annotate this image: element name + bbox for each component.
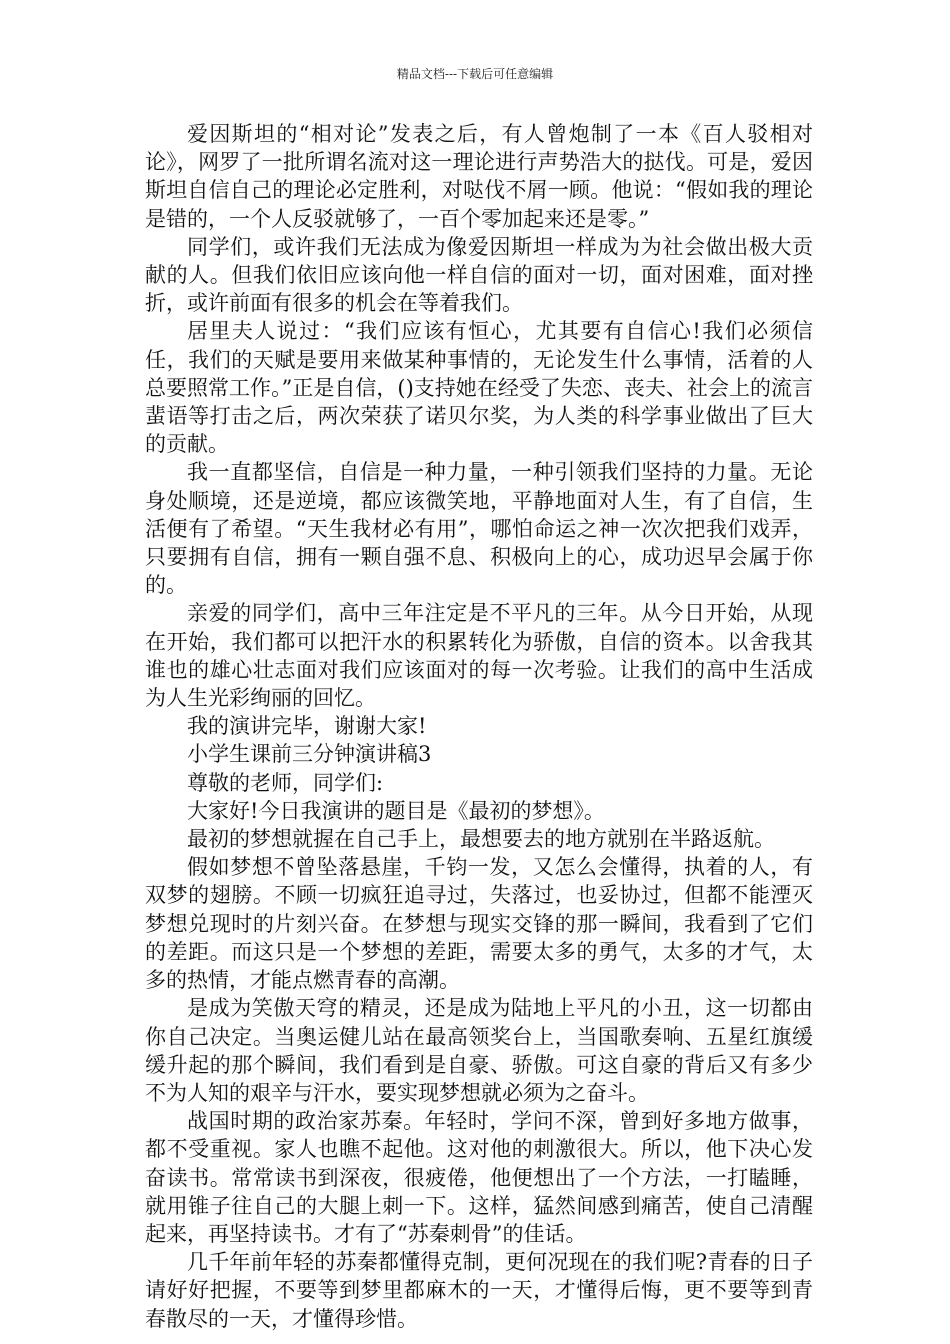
- paragraph-su-qin: 战国时期的政治家苏秦。年轻时，学问不深，曾到好多地方做事，都不受重视。家人也瞧不起他。这对他的刺激很大。所以，他下决心发奋读书。常常读书到深夜，很疲倦，他便想出了一个方法，一打瞌睡，就用锥子往自己的大腿上刺一下。这样，猛然间感到痛苦，使自己清醒起来，再坚持读书。才有了“苏秦刺骨”的佳话。: [145, 1109, 813, 1246]
- paragraph-high-school-years: 亲爱的同学们，高中三年注定是不平凡的三年。从今日开始，从现在开始，我们都可以把汗水的积累转化为骄傲，自信的资本。以舍我其谁也的雄心壮志面对我们应该面对的每一次考验。让我们的高中生活成为人生光彩绚丽的回忆。: [145, 601, 813, 711]
- paragraph-madame-curie: 居里夫人说过：“我们应该有恒心，尤其要有自信心!我们必须信任，我们的天赋是要用来做某种事情的，无论发生什么事情，活着的人总要照常工作。”正是自信，()支持她在经受了失恋、丧夫、社会上的流言蜚语等打击之后，两次荣获了诺贝尔奖，为人类的科学事业做出了巨大的贡献。: [145, 319, 813, 457]
- paragraph-einstein-relativity: 爱因斯坦的“相对论”发表之后，有人曾炮制了一本《百人驳相对论》，网罗了一批所谓名流对这一理论进行声势浩大的挞伐。可是，爱因斯坦自信自己的理论必定胜利，对哒伐不屑一顾。他说：“假如我的理论是错的，一个人反驳就够了，一百个零加起来还是零。”: [145, 122, 813, 231]
- salutation: 尊敬的老师，同学们:: [187, 770, 384, 795]
- paragraph-dream-wings: 假如梦想不曾坠落悬崖，千钧一发，又怎么会懂得，执着的人，有双梦的翅膀。不顾一切疯狂追寻过，失落过，也妥协过，但都不能湮灭梦想兑现时的片刻兴奋。在梦想与现实交锋的那一瞬间，我看到了它们的差距。而这只是一个梦想的差距，需要太多的勇气，太多的才气，太多的热情，才能点燃青春的高潮。: [145, 855, 813, 993]
- page-header: 精品文档---下载后可任意编辑: [396, 67, 554, 81]
- paragraph-cherish-youth: 几千年前年轻的苏秦都懂得克制，更何况现在的我们呢?青春的日子请好好把握，不要等到梦里都麻木的一天，才懂得后悔，更不要等到青春散尽的一天，才懂得珍惜。: [145, 1250, 813, 1331]
- paragraph-classmates-confidence: 同学们，或许我们无法成为像爱因斯坦一样成为为社会做出极大贡献的人。但我们依旧应该向他一样自信的面对一切，面对困难，面对挫折，或许前面有很多的机会在等着我们。: [145, 234, 813, 316]
- paragraph-speech-end: 我的演讲完毕，谢谢大家!: [187, 714, 427, 739]
- speech-title: 小学生课前三分钟演讲稿3: [187, 742, 432, 767]
- paragraph-original-dream: 最初的梦想就握在自己手上，最想要去的地方就别在半路返航。: [187, 827, 775, 852]
- paragraph-choice: 是成为笑傲天穹的精灵，还是成为陆地上平凡的小丑，这一切都由你自己决定。当奥运健儿站在最高领奖台上，当国歌奏响、五星红旗缓缓升起的那个瞬间，我们看到是自豪、骄傲。可这自豪的背后又有多少不为人知的艰辛与汗水，要实现梦想就必须为之奋斗。: [145, 996, 813, 1105]
- document-body: [145, 120, 813, 1333]
- paragraph-confidence-power: 我一直都坚信，自信是一种力量，一种引领我们坚持的力量。无论身处顺境，还是逆境，都应该微笑地，平静地面对人生，有了自信，生活便有了希望。“天生我材必有用”，哪怕命运之神一次次把我们戏弄，只要拥有自信，拥有一颗自强不息、积极向上的心，成功迟早会属于你的。: [145, 460, 813, 598]
- paragraph-greeting: 大家好!今日我演讲的题目是《最初的梦想》。: [187, 798, 605, 823]
